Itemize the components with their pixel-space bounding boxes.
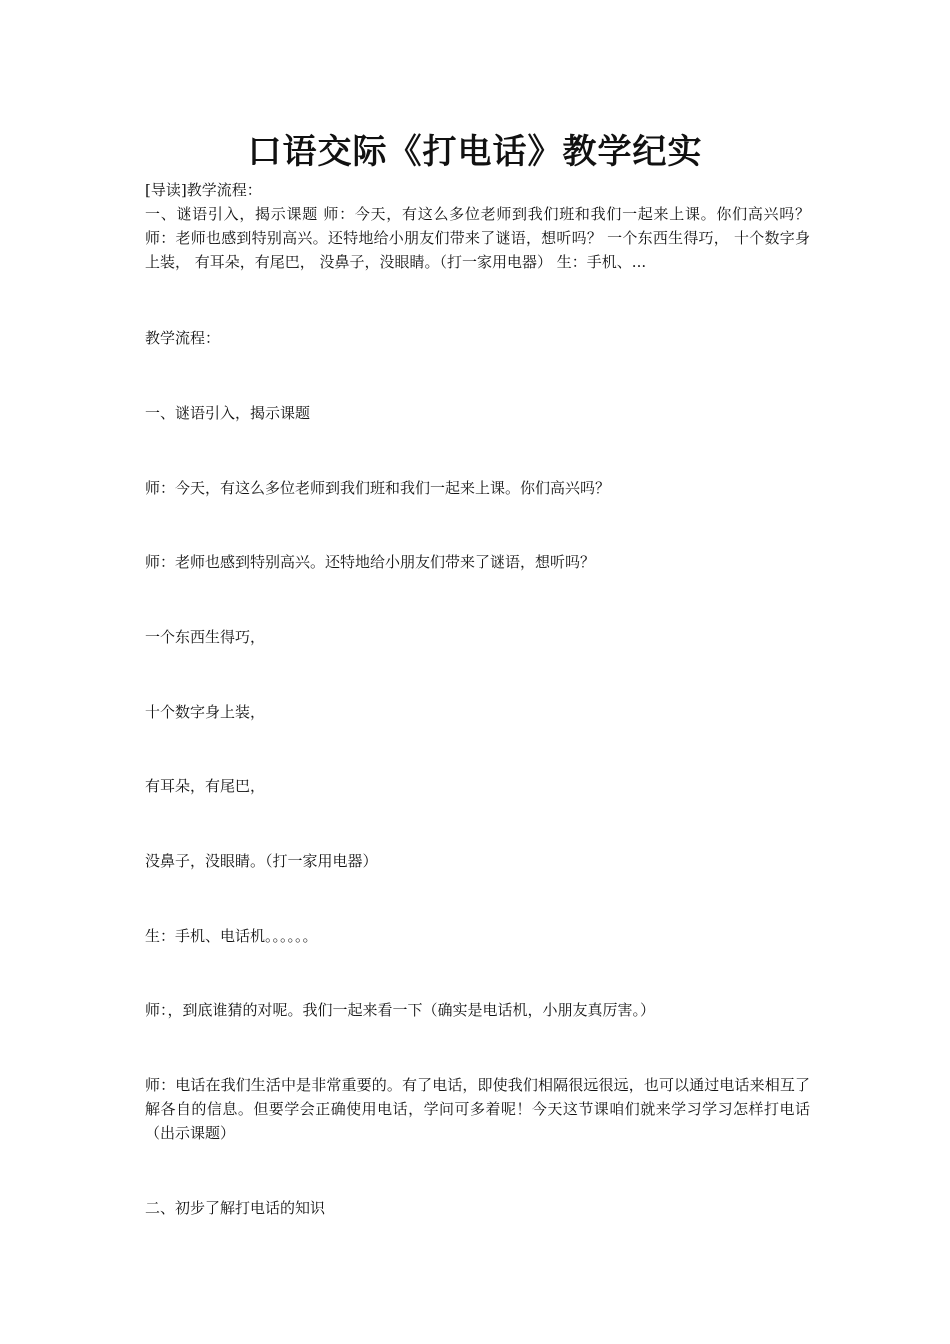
paragraph-6: 十个数字身上装， bbox=[145, 703, 266, 721]
paragraph-8: 没鼻子，没眼睛。（打一家用电器） bbox=[145, 852, 378, 870]
paragraph-5: 一个东西生得巧， bbox=[145, 628, 266, 646]
paragraph-2: 一、谜语引入，揭示课题 bbox=[145, 404, 311, 422]
document-title: 口语交际《打电话》教学纪实 bbox=[247, 132, 703, 172]
paragraph-11: 师：电话在我们生活中是非常重要的。有了电话，即使我们相隔很远很远，也可以通过电话来相互了解各自的信息。但要学会正确使用电话，学问可多着呢！今天这节课咱们就来学习学习怎样打电话（出示课题） bbox=[145, 1076, 810, 1142]
paragraph-4: 师：老师也感到特别高兴。还特地给小朋友们带来了谜语，想听吗？ bbox=[145, 553, 596, 571]
paragraph-1: 教学流程： bbox=[145, 329, 221, 347]
paragraph-12: 二、初步了解打电话的知识 bbox=[145, 1199, 326, 1217]
paragraph-3: 师：今天，有这么多位老师到我们班和我们一起来上课。你们高兴吗？ bbox=[145, 479, 611, 497]
summary-lead: [导读]教学流程： bbox=[145, 181, 262, 199]
summary-text: 一、谜语引入，揭示课题 师：今天，有这么多位老师到我们班和我们一起来上课。你们高兴吗？ 师：老师也感到特别高兴。还特地给小朋友们带来了谜语，想听吗？ 一个东西生得巧， 十个数字身上装， 有耳朵，有尾巴， 没鼻子，没眼睛。（打一家用电器） 生：手机、... bbox=[145, 205, 810, 271]
paragraph-9: 生：手机、电话机。。。。。。 bbox=[145, 927, 318, 945]
document-summary bbox=[145, 178, 810, 274]
paragraph-7: 有耳朵，有尾巴， bbox=[145, 777, 266, 795]
paragraph-10: 师：，到底谁猜的对呢。我们一起来看一下（确实是电话机，小朋友真厉害。） bbox=[145, 1001, 656, 1019]
